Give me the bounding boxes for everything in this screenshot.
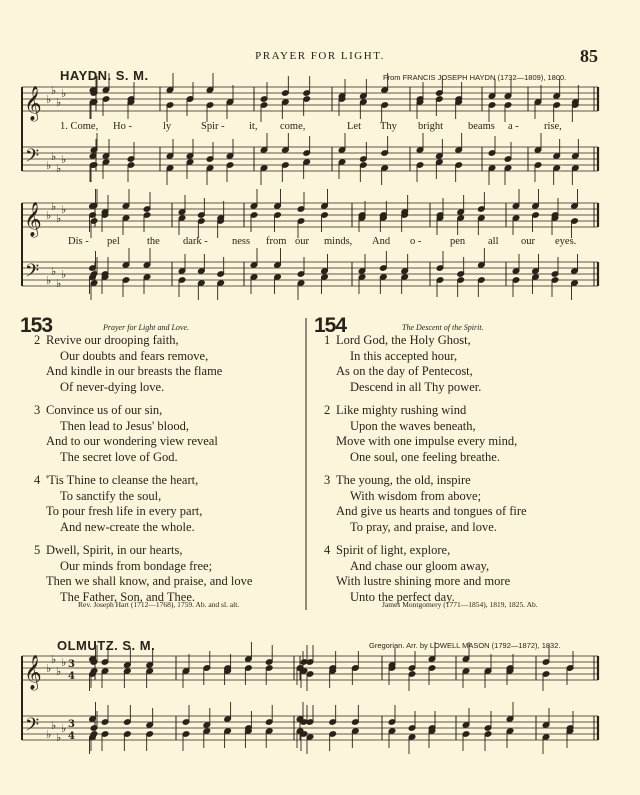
verse [324,473,527,535]
verse [34,403,218,465]
verse [34,333,223,395]
lyric-syllable: o - [410,236,422,247]
lyric-syllable: it, [249,121,258,132]
lyric-syllable: bright [418,121,444,132]
treble-clef: 𝄞 [24,86,42,121]
verse-line: Convince us of our sin, [46,403,163,417]
verse-line: To pour fresh life in every part, [46,504,203,518]
lyric-syllable: pen [450,236,466,247]
hymn-number-153: 153 [20,314,53,337]
lyric-syllable: our [521,236,535,247]
flat-sign: ♭ [61,268,67,281]
bass-clef: 𝄢 [25,715,40,740]
tune-attribution-olmutz: Gregorian. Arr. by LOWELL MASON (1792—1872), 1832. [369,641,561,650]
hymn-title-154: The Descent of the Spirit. [402,323,484,332]
verse [324,333,482,395]
tune-name-haydn: HAYDN. S. M. [60,68,149,83]
verse-line: With lustre shining more and more [336,574,511,588]
flat-sign: ♭ [51,719,57,732]
flat-sign: ♭ [51,265,57,278]
verse-line: Lord God, the Holy Ghost, [336,333,471,347]
verse-line: In this accepted hour, [350,348,458,363]
verse-line: The secret love of God. [60,449,178,464]
verse-number: 3 [34,403,41,417]
time-signature: 3 [68,658,75,670]
page-number: 85 [580,46,598,66]
flat-sign: ♭ [51,653,57,666]
verse [324,543,511,605]
verse-line: Of never-dying love. [60,379,165,394]
bass-clef: 𝄢 [25,146,40,171]
verse-line: Unto the perfect day. [350,589,455,604]
bass-clef: 𝄢 [25,261,40,286]
verse-line: As on the day of Pentecost, [336,364,473,378]
flat-sign: ♭ [61,153,67,166]
hymn-number-154: 154 [314,314,347,337]
lyric-syllable: all [488,236,499,247]
hymn-credit-154: James Montgomery (1771—1854), 1819, 1825. Ab. [382,600,538,609]
flat-sign: ♭ [56,212,62,225]
verse [324,403,518,465]
verse-line: Spirit of light, explore, [336,543,451,557]
flat-sign: ♭ [56,96,62,109]
treble-clef: 𝄞 [24,202,42,237]
flat-sign: ♭ [46,159,52,172]
lyric-syllable: Ho - [113,121,132,132]
verse-line: Our doubts and fears remove, [60,348,209,363]
time-signature: 3 [68,718,75,730]
lyric-syllable: pel [107,236,120,247]
lyric-syllable: come, [280,121,306,132]
verse-number: 5 [34,543,41,557]
flat-sign: ♭ [51,84,57,97]
verse-line: Move with one impulse every mind, [336,434,518,448]
verse-line: And chase our gloom away, [350,558,490,573]
lyric-syllable: from [266,236,287,247]
flat-sign: ♭ [46,93,52,106]
lyric-syllable: dark - [183,236,208,247]
lyric-syllable: beams [468,121,495,132]
verse-line: To pray, and praise, and love. [350,519,497,534]
flat-sign: ♭ [61,87,67,100]
flat-sign: ♭ [51,150,57,163]
verse-line: The young, the old, inspire [336,473,471,487]
lyric-syllable: eyes. [555,236,577,247]
time-signature: 4 [68,670,75,682]
verse-number: 2 [34,333,41,347]
verse-line: Our minds from bondage free; [60,558,213,573]
verse-line: Upon the waves beneath, [350,418,476,433]
flat-sign: ♭ [56,731,62,744]
verse-line: And kindle in our breasts the flame [46,364,223,378]
verse-line: Dwell, Spirit, in our hearts, [46,543,183,557]
hymn-title-153: Prayer for Light and Love. [103,323,189,332]
verse-line: And give us hearts and tongues of fire [336,504,527,518]
verse [34,473,203,535]
lyric-syllable: Spir - [201,121,225,132]
verse-line: Descend in all Thy power. [350,379,482,394]
lyric-syllable: Thy [380,121,397,132]
verse-number: 3 [324,473,331,487]
lyric-syllable: rise, [544,121,562,132]
treble-clef: 𝄞 [24,655,42,690]
verse-number: 2 [324,403,331,417]
lyric-syllable: Let [347,121,361,132]
verse-line: And new-create the whole. [60,519,195,534]
running-title: PRAYER FOR LIGHT. [255,50,385,62]
flat-sign: ♭ [56,277,62,290]
verse-number: 4 [34,473,41,487]
tune-attribution-haydn: From FRANCIS JOSEPH HAYDN (1732—1809), 1800. [383,73,567,82]
lyric-syllable: ness [232,236,251,247]
lyric-syllable: 1. Come, [60,121,99,132]
flat-sign: ♭ [46,209,52,222]
flat-sign: ♭ [61,203,67,216]
tune-name-olmutz: OLMUTZ. S. M. [57,638,156,653]
flat-sign: ♭ [56,665,62,678]
verse-number: 4 [324,543,331,557]
verse-line: Revive our drooping faith, [46,333,179,347]
flat-sign: ♭ [56,162,62,175]
verse-line: Then lead to Jesus' blood, [60,418,189,433]
verse-line: Like mighty rushing wind [336,403,467,417]
flat-sign: ♭ [51,200,57,213]
time-signature: 4 [68,730,75,742]
verse-line: To sanctify the soul, [60,488,162,503]
lyric-syllable: ly [163,121,172,132]
verse-line: The Father, Son, and Thee. [60,589,195,604]
lyric-syllable: our [295,236,309,247]
hymn-credit-153: Rev. Joseph Hart (1712—1768), 1759. Ab. and sl. alt. [78,600,240,609]
lyric-syllable: And [372,236,391,247]
flat-sign: ♭ [61,656,67,669]
lyric-syllable: minds, [324,236,353,247]
verse-line: And to our wondering view reveal [46,434,218,448]
flat-sign: ♭ [46,728,52,741]
lyric-syllable: the [147,236,160,247]
verse-line: One soul, one feeling breathe. [350,449,500,464]
verse-line: 'Tis Thine to cleanse the heart, [46,473,199,487]
lyric-syllable: Dis - [68,236,89,247]
flat-sign: ♭ [46,274,52,287]
verse-line: Then we shall know, and praise, and love [46,574,253,588]
verse-number: 1 [324,333,331,347]
lyric-syllable: a - [508,121,519,132]
flat-sign: ♭ [61,722,67,735]
verse-line: With wisdom from above; [350,488,482,503]
verse [34,543,253,605]
flat-sign: ♭ [46,662,52,675]
